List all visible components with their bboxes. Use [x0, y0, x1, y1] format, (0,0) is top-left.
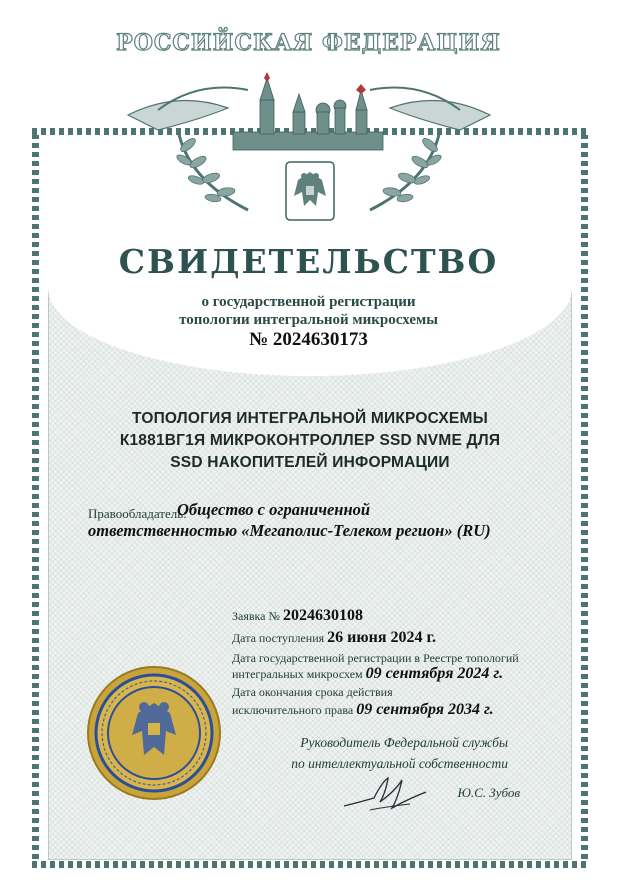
subtitle-line-1: о государственной регистрации [201, 294, 416, 310]
received-date-value: 26 июня 2024 г. [327, 629, 436, 646]
application-row [232, 607, 363, 625]
registration-number: № 2024630173 [249, 329, 368, 350]
registration-date-value: 09 сентября 2024 г. [365, 665, 504, 682]
registration-date-label-line-2: интегральных микросхем [232, 667, 363, 681]
holder-name-line-1: Общество с ограниченной [177, 500, 371, 519]
registration-date-row [232, 665, 503, 683]
gold-seal-icon [86, 665, 222, 801]
holder-label: Правообладатель: [88, 506, 187, 521]
country-name: РОССИЙСКАЯ ФЕДЕРАЦИЯ [116, 30, 501, 56]
expiry-date-row [232, 701, 494, 719]
topology-name-line-2: К1881ВГ1Я МИКРОКОНТРОЛЛЕР SSD NVME ДЛЯ [119, 432, 501, 449]
official-title-line-2: по интеллектуальной собственности [291, 756, 508, 771]
signer-name: Ю.С. Зубов [457, 785, 520, 800]
expiry-date-label-line-1: Дата окончания срока действия [232, 685, 393, 699]
expiry-date-value: 09 сентября 2034 г. [356, 701, 494, 718]
certificate-title: СВИДЕТЕЛЬСТВО [118, 242, 499, 281]
official-title-line-1: Руководитель Федеральной службы [300, 735, 508, 750]
received-date-label: Дата поступления [232, 631, 325, 645]
topology-name-line-1: ТОПОЛОГИЯ ИНТЕГРАЛЬНОЙ МИКРОСХЕМЫ [132, 410, 488, 427]
kremlin-emblem-icon [118, 60, 500, 230]
holder-name-line-2: ответственностью «Мегаполис-Телеком регион» (RU) [88, 521, 491, 540]
topology-name-line-3: SSD НАКОПИТЕЛЕЙ ИНФОРМАЦИИ [170, 454, 450, 471]
signature-icon [340, 772, 430, 816]
subtitle-line-2: топологии интегральной микросхемы [179, 312, 438, 328]
application-label: Заявка № [232, 609, 280, 623]
registration-date-label-line-1: Дата государственной регистрации в Реестре топологий [232, 651, 519, 665]
application-number: 2024630108 [282, 607, 363, 624]
received-date-row [232, 629, 436, 647]
expiry-date-label-line-2: исключительного права [232, 703, 354, 717]
